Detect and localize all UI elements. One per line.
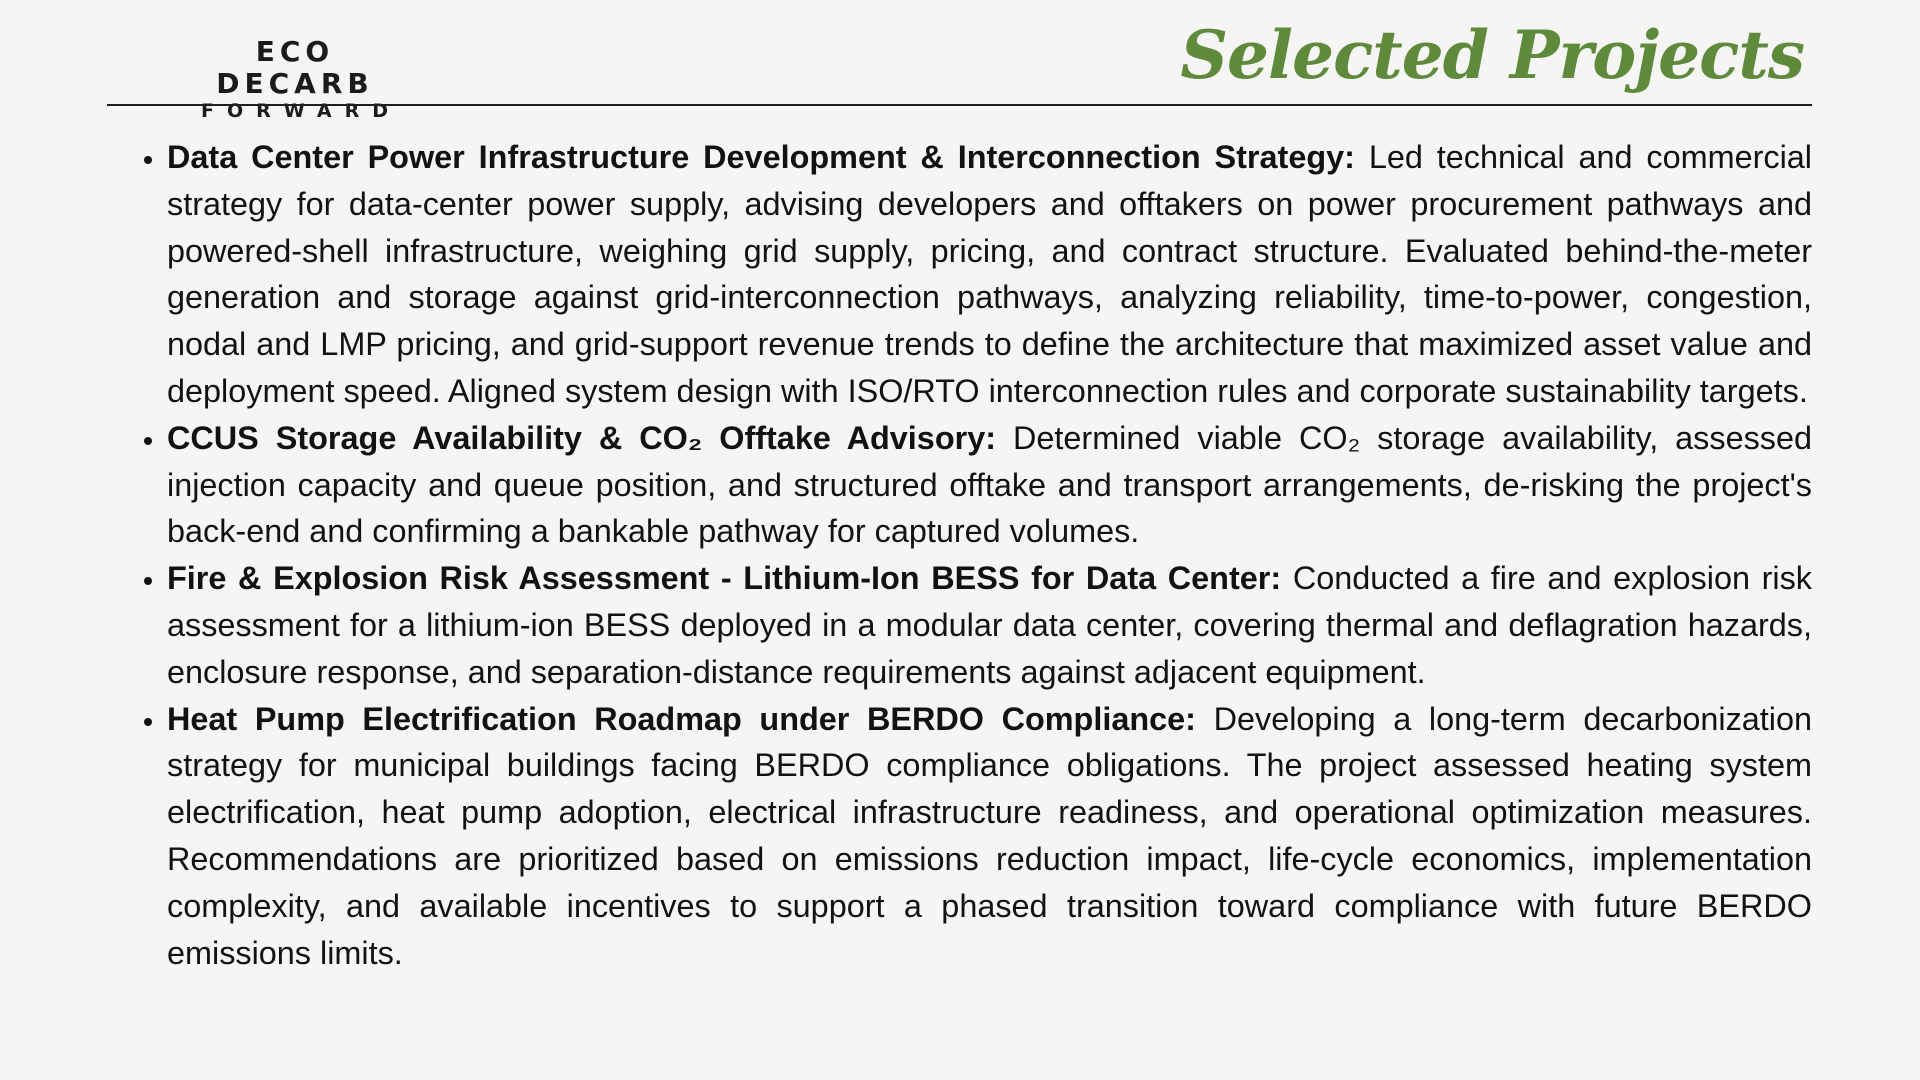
project-item-data-center-power: [167, 134, 1812, 415]
project-title: Fire & Explosion Risk Assessment - Lithium-Ion BESS for Data Center:: [167, 560, 1282, 597]
header-divider: [107, 104, 1812, 106]
project-description: Conducted a fire and explosion risk assessment for a lithium-ion BESS deployed in a modular data center, covering thermal and deflagration hazards, enclosure response, and separation-distance requirements against adjacent equipment.: [167, 560, 1812, 690]
project-description: Determined viable CO₂ storage availability, assessed injection capacity and queue position, and structured offtake and transport arrangements, de-risking the project's back-end and confirming a bankable pathway for captured volumes.: [167, 419, 1813, 550]
project-item-heat-pump-roadmap: [167, 696, 1812, 977]
project-title: CCUS Storage Availability & CO₂ Offtake Advisory:: [167, 419, 997, 456]
project-description: Led technical and commercial strategy for data-center power supply, advising developers and offtakers on power procurement pathways and powered-shell infrastructure, weighing grid supply, pricing, and contract structure. Evaluated behind-the-meter generation and storage against grid-interconnection pathways, analyzing reliability, time-to-power, congestion, nodal and LMP pricing, and grid-support revenue trends to define the architecture that maximized asset value and deployment speed. Aligned system design with ISO/RTO interconnection rules and corporate sustainability targets.: [167, 139, 1812, 409]
page-title: Selected Projects: [1180, 16, 1804, 94]
project-title: Heat Pump Electrification Roadmap under BERDO Compliance:: [167, 700, 1196, 737]
project-item-bess-risk-assessment: [167, 555, 1812, 695]
company-logo: [170, 36, 420, 122]
project-title: Data Center Power Infrastructure Development & Interconnection Strategy:: [167, 139, 1355, 175]
project-item-ccus-storage: [167, 415, 1812, 555]
projects-list: [135, 134, 1812, 976]
logo-line-secondary: FORWARD: [201, 100, 401, 122]
logo-line-primary: ECO DECARB: [216, 35, 374, 100]
project-description: Developing a long-term decarbonization strategy for municipal buildings facing BERDO compliance obligations. The project assessed heating system electrification, heat pump adoption, electrical infrastructure readiness, and operational optimization measures. Recommendations are prioritized based on emissions reduction impact, life-cycle economics, implementation complexity, and available incentives to support a phased transition toward compliance with future BERDO emissions limits.: [167, 700, 1813, 971]
